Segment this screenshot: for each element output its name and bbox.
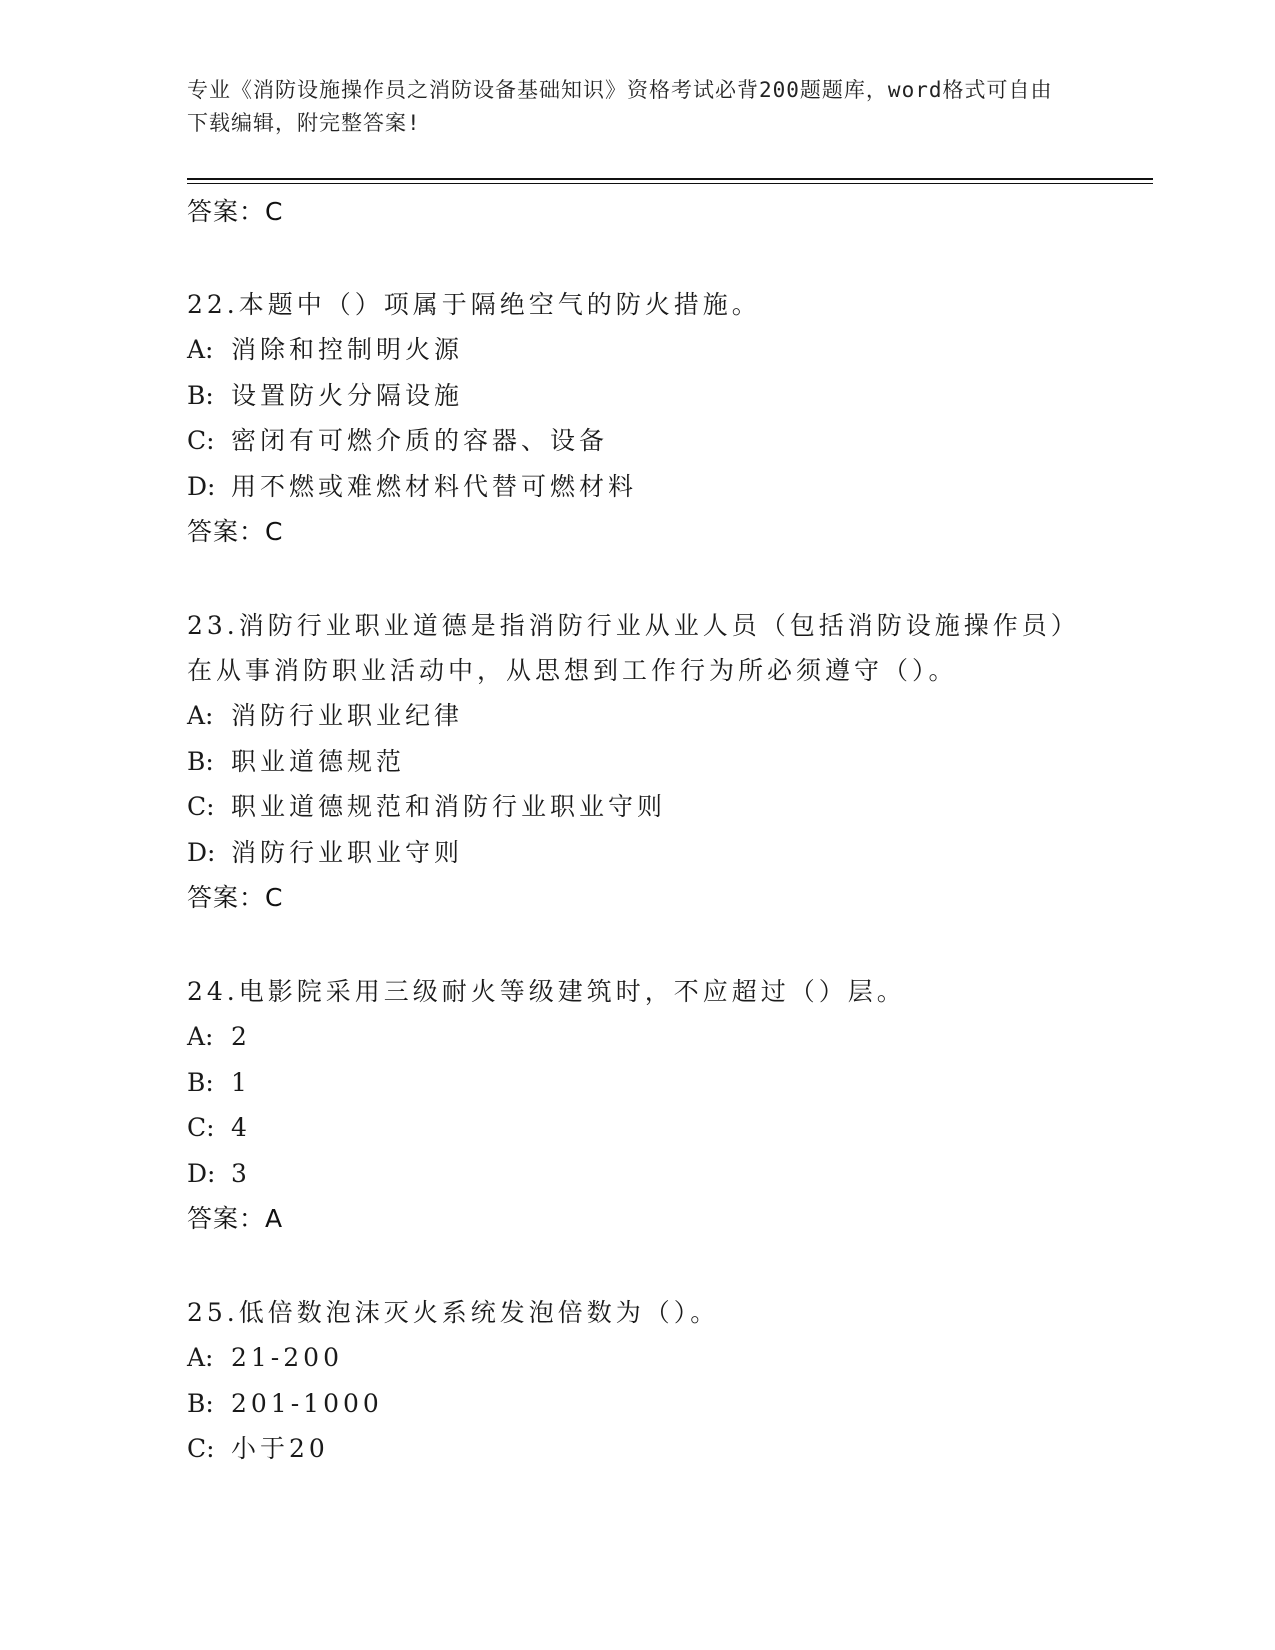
question-list <box>187 190 1087 1472</box>
question-23 <box>187 603 1087 921</box>
option-text: 消防行业职业守则 <box>231 837 464 867</box>
option-key: A: <box>187 335 214 364</box>
document-header: 专业《消防设施操作员之消防设备基础知识》资格考试必背200题题库，word格式可自由下载编辑，附完整答案! <box>187 78 1053 135</box>
question-answer: 答案：C <box>187 883 284 912</box>
option-b <box>187 739 1087 785</box>
option-key: B: <box>187 746 214 776</box>
header-divider-thick <box>187 178 1153 180</box>
option-text: 消除和控制明火源 <box>231 335 464 364</box>
option-key: A: <box>187 701 214 730</box>
option-key: C: <box>187 426 215 455</box>
question-text: 23.消防行业职业道德是指消防行业从业人员（包括消防设施操作员）在从事消防职业活动中，从思想到工作行为所必须遵守（）。 <box>187 611 1080 685</box>
option-text: 小于20 <box>231 1434 329 1463</box>
option-text: 201-1000 <box>231 1388 383 1418</box>
header-divider-thin <box>187 183 1153 184</box>
option-b <box>187 1381 1087 1427</box>
option-text: 职业道德规范 <box>231 746 406 776</box>
question-21-answer: 答案：C <box>187 197 284 226</box>
question-24 <box>187 969 1087 1242</box>
option-key: D: <box>187 1158 216 1188</box>
option-d <box>187 1151 1087 1197</box>
option-d <box>187 464 1087 510</box>
question-text: 25.低倍数泡沫灭火系统发泡倍数为（）。 <box>187 1298 720 1327</box>
option-key: D: <box>187 837 216 867</box>
option-key: C: <box>187 1113 215 1142</box>
option-text: 3 <box>231 1158 251 1188</box>
option-text: 4 <box>231 1113 251 1142</box>
section-gap <box>187 555 1087 603</box>
question-text: 24.电影院采用三级耐火等级建筑时，不应超过（）层。 <box>187 977 906 1006</box>
option-key: C: <box>187 1434 215 1463</box>
option-key: C: <box>187 792 215 821</box>
option-key: B: <box>187 1388 214 1418</box>
option-key: A: <box>187 1343 214 1372</box>
option-key: D: <box>187 471 216 501</box>
question-text: 22.本题中（）项属于隔绝空气的防火措施。 <box>187 290 761 319</box>
question-answer: 答案：C <box>187 517 284 546</box>
option-text: 密闭有可燃介质的容器、设备 <box>231 426 609 455</box>
option-key: B: <box>187 1067 214 1097</box>
option-text: 用不燃或难燃材料代替可燃材料 <box>231 471 638 501</box>
option-b <box>187 1060 1087 1106</box>
option-d <box>187 830 1087 876</box>
option-a <box>187 1335 1087 1381</box>
option-a <box>187 1014 1087 1060</box>
section-gap <box>187 234 1087 282</box>
option-text: 设置防火分隔设施 <box>231 380 464 410</box>
option-a <box>187 693 1087 739</box>
option-c <box>187 1105 1087 1151</box>
question-answer: 答案：A <box>187 1204 284 1233</box>
option-a <box>187 327 1087 373</box>
option-key: B: <box>187 380 214 410</box>
option-text: 1 <box>231 1067 251 1097</box>
option-text: 2 <box>231 1022 251 1051</box>
question-22 <box>187 282 1087 555</box>
section-gap <box>187 921 1087 969</box>
option-c <box>187 784 1087 830</box>
option-text: 职业道德规范和消防行业职业守则 <box>231 792 667 821</box>
option-key: A: <box>187 1022 214 1051</box>
question-25 <box>187 1290 1087 1472</box>
option-c <box>187 418 1087 464</box>
section-gap <box>187 1242 1087 1290</box>
option-b <box>187 373 1087 419</box>
option-text: 21-200 <box>231 1343 343 1372</box>
option-text: 消防行业职业纪律 <box>231 701 464 730</box>
option-c <box>187 1426 1087 1472</box>
